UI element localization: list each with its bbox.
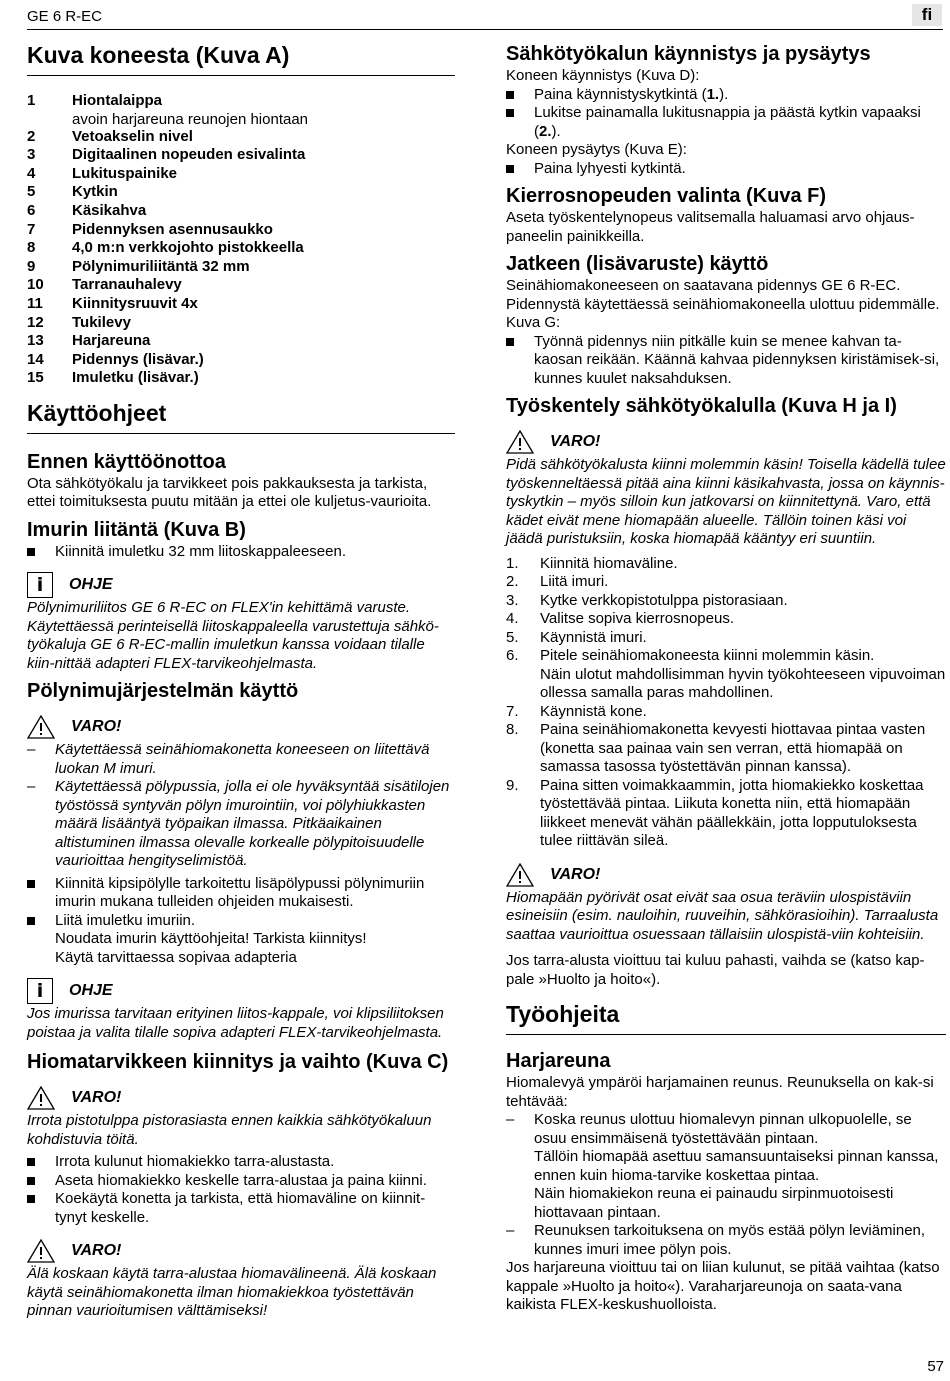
part-label: Pidennyksen asennusaukko [72, 220, 273, 238]
brush-heading: Harjareuna [506, 1050, 611, 1072]
part-number: 12 [27, 313, 44, 331]
step-text: Liitä imuri. [540, 573, 609, 590]
parts-row [27, 165, 455, 184]
part-number: 13 [27, 332, 44, 350]
step-number: 4. [506, 610, 519, 627]
tips-heading: Työohjeita [506, 1001, 946, 1035]
language-badge: fi [912, 4, 942, 26]
part-label: Tukilevy [72, 313, 131, 331]
warning-list [27, 741, 455, 871]
list-item [506, 1111, 946, 1222]
parts-row [27, 295, 455, 314]
warning-title: VARO! [71, 1089, 122, 1107]
list-item-text: – Koska reunus ulottuu hiomalevyn pinnan ulkopuolelle, se osuu ensimmäisenä työstettävään pintaan. [534, 1111, 912, 1147]
warning-callout [27, 713, 455, 741]
step-item [506, 703, 946, 722]
extension-heading: Jatkeen (lisävaruste) käyttö [506, 253, 769, 275]
part-label: Hiontalaippa [72, 92, 163, 109]
warning-triangle-icon [506, 430, 534, 454]
parts-row [27, 92, 455, 111]
part-sublabel: avoin harjareuna reunojen hiontaan [72, 110, 309, 128]
warning-text: Pidä sähkötyökalusta kiinni molemmin käsin! Toisella kädellä tulee työskenneltäessä pitää aina kiinni käsikahvasta, jossa on käynnis-tyskytkin – myös silloin kun jatkovarsi on kiinnitettynä. Varo, että kädet eivät mene hiomapään alueelle. Tällöin toinen käsi voi jäädä puristuksiin, koska hiomapää kääntyy eri suuntiin. [506, 456, 946, 547]
step-text: Paina seinähiomakonetta kevyesti hiottavaa pintaa vasten (konetta saa painaa vain sen verran, että hiomapää on samassa tasossa työstettävän pinnan kanssa). [540, 721, 926, 775]
part-label: Harjareuna [72, 332, 151, 350]
before-use-heading: Ennen käyttöönottoa [27, 450, 226, 473]
dust-system-heading: Pölynimujärjestelmän käyttö [27, 680, 299, 703]
note-callout [27, 571, 455, 599]
list-item-text: – Reunuksen tarkoituksena on myös estää pölyn leviäminen, kunnes imuri imee pölyn pois. [534, 1222, 926, 1258]
final-text: Jos harjareuna vioittuu tai on liian kulunut, se pitää vaihtaa (katso kappale »Huolto ja hoito«). Varaharjareunoja on saata-vana kaikista FLEX-keskushuolloista. [506, 1259, 940, 1313]
part-label: Kytkin [72, 183, 118, 201]
parts-list [27, 92, 455, 388]
warning-callout [506, 861, 946, 889]
parts-row [27, 314, 455, 333]
parts-row [27, 276, 455, 295]
part-label: Tarranauhalevy [72, 276, 182, 294]
step-subtext: Näin ulotut mahdollisimman hyvin työkohteeseen vipuvoiman ollessa samalla paras mahdollinen. [540, 665, 946, 701]
list-item [506, 1222, 946, 1259]
part-number: 10 [27, 276, 44, 294]
working-heading: Työskentely sähkötyökalulla (Kuva H ja I) [506, 395, 897, 417]
vacuum-connection-heading: Imurin liitäntä (Kuva B) [27, 518, 246, 541]
part-number: 9 [27, 257, 36, 275]
parts-row [27, 332, 455, 351]
step-text: Pitele seinähiomakoneesta kiinni molemmin käsin. [540, 647, 875, 664]
list-item: – Käytettäessä pölypussia, jolla ei ole hyväksyntää sisätilojen työstössä syntyvän pölyn imurointiin, voi pölyhiukkasten määrä lisääntyä työpaikan ilmassa. Pitkäaikainen altistuminen ilmassa olevalle korkealle pölypitoisuudelle vaurioittaa hengityselimistöä. [27, 778, 455, 871]
list-item-text: Lukitse painamalla lukitusnappia ja päästä kytkin vapaaksi ( [534, 104, 921, 140]
part-label: Digitaalinen nopeuden esivalinta [72, 146, 306, 164]
list-item: Kiinnitä kipsipölylle tarkoitettu lisäpölypussi pölynimuriin imurin mukana tulleiden ohjeiden mukaisesti. [27, 875, 455, 912]
list-item-subtext: Näin hiomakiekon reuna ei painaudu sirpinmuotoisesti hiottavaan pintaan. [534, 1185, 894, 1221]
warning-title: VARO! [71, 718, 122, 736]
list-item: Kiinnitä imuletku 32 mm liitoskappaleeseen. [27, 543, 455, 562]
warning-text: Hiomapään pyörivät osat eivät saa osua teräviin ulospistäviin esineisiin (esim. nauloihin, ruuveihin, sähkörasioihin). Tarraalusta saattaa vaurioittua osuessaan tällaisiin ulospistä-viin kohteisiin. [506, 888, 939, 943]
part-label: Imuletku (lisävar.) [72, 369, 199, 387]
warning-title: VARO! [550, 433, 601, 450]
brush-text: Hiomalevyä ympäröi harjamainen reunus. Reunuksella on kak-si tehtävää: [506, 1074, 934, 1110]
step-item [506, 555, 946, 574]
parts-row [27, 221, 455, 240]
part-number: 11 [27, 294, 43, 312]
info-icon [27, 978, 53, 1004]
parts-row [27, 202, 455, 221]
part-label: Kiinnitysruuvit 4x [72, 294, 198, 312]
step-ref: 2. [539, 122, 552, 140]
step-number: 3. [506, 591, 519, 609]
start-list [506, 86, 946, 142]
step-number: 2. [506, 573, 519, 590]
note-text: Pölynimuriliitos GE 6 R-EC on FLEX'in kehittämä varuste. Käytettäessä perinteisellä liitoskappaleella varustettuja sähkö-työkaluja GE 6 R-EC-mallin imuletkun kanssa voidaan tilalle kiin-nittää adapteri FLEX-tarvikeohjelmasta. [27, 599, 439, 672]
abrasive-heading: Hiomatarvikkeen kiinnitys ja vaihto (Kuva C) [27, 1051, 449, 1074]
extension-figure-ref: Kuva G: [506, 314, 561, 331]
list-item: Aseta hiomakiekko keskelle tarra-alustaa ja paina kiinni. [27, 1172, 455, 1191]
list-item [27, 912, 455, 968]
part-label: 4,0 m:n verkkojohto pistokkeella [72, 239, 304, 257]
step-ref: 1. [706, 85, 720, 103]
stop-list [506, 160, 946, 179]
extension-text: Seinähiomakoneeseen on saatavana pidennys GE 6 R-EC. [506, 277, 901, 294]
step-number: 1. [506, 554, 519, 572]
left-column [27, 42, 455, 1321]
extension-text: Pidennystä käytettäessä seinähiomakoneella ulottuu pidemmälle. [506, 295, 940, 313]
warning-callout [27, 1237, 455, 1265]
before-use-text: Ota sähkötyökalu ja tarvikkeet pois pakkauksesta ja tarkista, ettei toimituksesta puutu mitään ja ettei ole kuljetus-vaurioita. [27, 474, 432, 511]
list-item-text: ). [551, 122, 561, 140]
parts-row [27, 239, 455, 258]
vacuum-connection-list [27, 543, 455, 562]
part-label: Pölynimuriliitäntä 32 mm [72, 257, 250, 275]
step-number: 9. [506, 776, 519, 794]
step-item [506, 573, 946, 592]
warning-text: Älä koskaan käytä tarra-alustaa hiomavälineenä. Älä koskaan käytä seinähiomakonetta ilman hiomakiekkoa työstettävän pinnan vaurioitumisen välttämiseksi! [27, 1265, 437, 1320]
step-item [506, 592, 946, 611]
speed-text: Aseta työskentelynopeus valitsemalla haluamasi arvo ohjaus-paneelin painikkeilla. [506, 209, 915, 245]
list-item [506, 104, 946, 141]
note-text: Jos imurissa tarvitaan erityinen liitos-kappale, voi klipsiliitoksen poistaa ja valita tilalle sopiva adapteri FLEX-tarvikeohjelmasta. [27, 1005, 444, 1041]
part-label: Pidennys (lisävar.) [72, 350, 204, 368]
part-number: 4 [27, 164, 36, 182]
right-column [506, 42, 946, 1315]
list-item: Irrota kulunut hiomakiekko tarra-alustasta. [27, 1153, 455, 1172]
part-number: 6 [27, 201, 36, 219]
warning-triangle-icon [506, 863, 534, 887]
part-number: 3 [27, 146, 36, 164]
part-label: Käsikahva [72, 201, 147, 219]
step-item [506, 721, 946, 777]
header-rule [27, 29, 943, 30]
list-item [506, 86, 946, 105]
warning-triangle-icon [27, 1086, 55, 1110]
warning-callout [27, 1084, 455, 1112]
info-icon [27, 572, 53, 598]
steps-list [506, 555, 946, 851]
step-number: 6. [506, 647, 519, 664]
list-item: – Käytettäessä seinähiomakonetta koneeseen on liitettävä luokan M imuri. [27, 741, 455, 778]
parts-row [27, 146, 455, 165]
list-item-text: ). [719, 85, 729, 103]
warning-triangle-icon [27, 715, 55, 739]
list-item-subtext: Tällöin hiomapää asettuu samansuuntaiseksi pinnan kanssa, ennen kuin hioma-tarvike koskettaa pintaa. [534, 1148, 939, 1184]
parts-row [27, 351, 455, 370]
parts-row [27, 369, 455, 388]
warning-triangle-icon [27, 1239, 55, 1263]
part-number: 15 [27, 369, 44, 387]
start-stop-heading: Sähkötyökalun käynnistys ja pysäytys [506, 43, 871, 65]
abrasive-list [27, 1153, 455, 1227]
parts-row [27, 258, 455, 277]
part-label: Lukituspainike [72, 164, 178, 182]
parts-row [27, 128, 455, 147]
list-item: Paina lyhyesti kytkintä. [506, 160, 946, 179]
step-text: Käynnistä kone. [540, 702, 647, 720]
part-number: 8 [27, 239, 36, 257]
part-number: 1 [27, 92, 36, 109]
extension-list [506, 333, 946, 389]
step-text: Paina sitten voimakkaammin, jotta hiomakiekko koskettaa työstettävää pintaa. Liikuta konetta niin, että hiomapään liikkeet menevät vähän päällekkäin, jotta lopputuloksesta tulee riittävän sileä. [540, 776, 924, 849]
warning-title: VARO! [71, 1242, 122, 1260]
list-item-extra: Noudata imurin käyttöohjeita! Tarkista kiinnitys! [55, 930, 367, 948]
part-number: 7 [27, 220, 36, 238]
brush-list [506, 1111, 946, 1259]
step-item [506, 610, 946, 629]
note-title: OHJE [69, 982, 113, 1000]
speed-heading: Kierrosnopeuden valinta (Kuva F) [506, 185, 827, 207]
note-callout [27, 977, 455, 1005]
list-item-text: Paina käynnistyskytkintä ( [534, 85, 707, 103]
parts-row [27, 183, 455, 202]
step-number: 5. [506, 628, 519, 646]
part-number: 14 [27, 350, 44, 368]
after-text: Jos tarra-alusta vioittuu tai kuluu pahasti, vaihda se (katso kap-pale »Huolto ja hoito«). [506, 952, 925, 988]
step-text: Kytke verkkopistotulppa pistorasiaan. [540, 591, 788, 609]
warning-text: Irrota pistotulppa pistorasiasta ennen kaikkia sähkötyökaluun kohdistuvia töitä. [27, 1112, 432, 1148]
page-number: 57 [927, 1358, 944, 1375]
list-item-extra: Käytä tarvittaessa sopivaa adapteria [55, 948, 297, 966]
stop-label: Koneen pysäytys (Kuva E): [506, 141, 687, 158]
start-label: Koneen käynnistys (Kuva D): [506, 67, 700, 84]
instructions-heading: Käyttöohjeet [27, 400, 455, 434]
part-number: 5 [27, 183, 36, 201]
warning-title: VARO! [550, 865, 601, 883]
step-item [506, 647, 946, 703]
machine-heading: Kuva koneesta (Kuva A) [27, 42, 455, 76]
warning-callout [506, 428, 946, 456]
step-number: 7. [506, 702, 519, 720]
step-text: Kiinnitä hiomaväline. [540, 554, 678, 572]
list-item-text: Liitä imuletku imuriin. [55, 911, 196, 929]
list-item: Koekäytä konetta ja tarkista, että hiomaväline on kiinnit-tynyt keskelle. [27, 1190, 455, 1227]
step-item [506, 777, 946, 851]
model-name: GE 6 R-EC [27, 8, 103, 25]
list-item: Työnnä pidennys niin pitkälle kuin se menee kahvan ta-kaosan reikään. Käännä kahvaa pidennyksen kiristämisek-si, kunnes kuulet naksahduksen. [506, 333, 946, 389]
step-number: 8. [506, 721, 519, 738]
dust-system-list [27, 875, 455, 968]
part-number: 2 [27, 127, 36, 145]
step-item [506, 629, 946, 648]
note-title: OHJE [69, 576, 113, 594]
step-text: Käynnistä imuri. [540, 628, 647, 646]
part-label: Vetoakselin nivel [72, 127, 193, 145]
step-text: Valitse sopiva kierrosnopeus. [540, 610, 734, 627]
